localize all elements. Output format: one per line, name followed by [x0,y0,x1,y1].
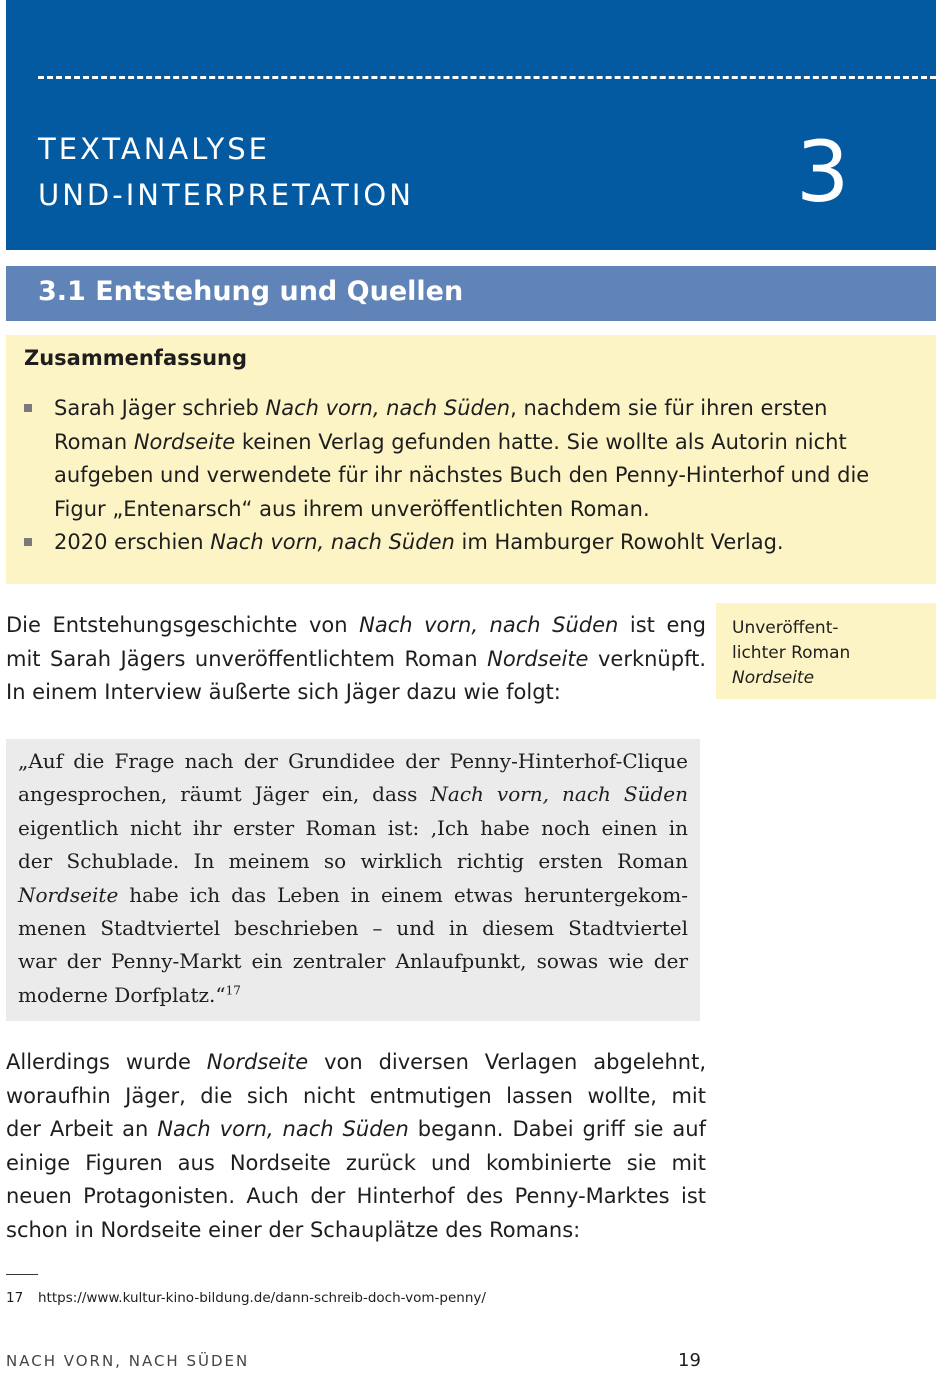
quote-line: „Auf die Frage nach der Grundidee der Penny-Hinterhof-Clique [18,749,688,773]
footnote-url[interactable]: https://www.kultur-kino-bildung.de/dann-schreib-doch-vom-penny/ [38,1290,486,1306]
margin-note-line: Nordseite [732,668,815,688]
body-paragraph [6,609,706,710]
paragraph-line: mit Sarah Jägers unveröffentlichtem Roman Nordseite verknüpft. [6,646,707,671]
chapter-title-line2: UND-INTERPRETATION [38,178,414,212]
summary-bullet [24,526,904,560]
margin-note [716,603,936,699]
footnote-number: 17 [6,1290,24,1306]
bullet-line: aufgeben und verwendete für ihr nächstes Buch den Penny-Hinterhof und die [54,463,870,487]
page-number: 19 [678,1350,701,1371]
paragraph-line: In einem Interview äußerte sich Jäger dazu wie folgt: [6,680,561,704]
bullet-line: 2020 erschien Nach vorn, nach Süden im Hamburger Rowohlt Verlag. [54,530,784,554]
paragraph-line: schon in Nordseite einer der Schauplätze des Romans: [6,1217,581,1242]
margin-note-line: lichter Roman [732,643,851,663]
summary-bullet [24,392,904,526]
bullet-line: Sarah Jäger schrieb Nach vorn, nach Süden, nachdem sie für ihren ersten [54,396,828,420]
summary-box [6,335,936,584]
bullet-square-icon [24,404,32,412]
footnote-reference: 17 [225,983,241,998]
quote-line: eigentlich nicht ihr erster Roman ist: ‚Ich habe noch einen in [18,816,688,840]
paragraph-line: der Arbeit an Nach vorn, nach Süden begann. Dabei griff sie auf [6,1117,707,1141]
section-title: 3.1 Entstehung und Quellen [38,276,464,307]
footnote-divider [6,1274,38,1275]
bullet-square-icon [24,538,32,546]
bullet-line: Figur „Entenarsch“ aus ihrem unveröffentlichten Roman. [54,496,650,521]
paragraph-line: Die Entstehungsgeschichte von Nach vorn, nach Süden ist eng [6,613,706,637]
paragraph-line: woraufhin Jäger, die sich nicht entmutigen lassen wollte, mit [6,1083,706,1108]
quote-line: der Schublade. In meinem so wirklich richtig ersten Roman [18,849,688,873]
chapter-title [38,126,414,218]
quote-line: Nordseite habe ich das Leben in einem etwas heruntergekom- [18,883,688,907]
footnote [6,1290,486,1306]
paragraph-line: einige Figuren aus Nordseite zurück und kombinierte sie mit [6,1150,706,1175]
quote-line: angesprochen, räumt Jäger ein, dass Nach vorn, nach Süden [18,782,688,806]
quote-line: moderne Dorfplatz.“$^{17}$ [18,983,241,1007]
quote-line: menen Stadtviertel beschrieben – und in diesem Stadtviertel [18,916,688,940]
section-header [6,266,936,321]
quote-box [6,739,700,1021]
summary-heading: Zusammenfassung [24,346,248,370]
chapter-title-line1: TEXTANALYSE [38,132,270,166]
dashed-divider [38,76,936,79]
chapter-banner [6,0,936,250]
chapter-number: 3 [796,123,850,221]
bullet-line: Roman Nordseite keinen Verlag gefunden hatte. Sie wollte als Autorin nicht [54,429,847,454]
paragraph-line: Allerdings wurde Nordseite von diversen Verlagen abgelehnt, [6,1050,706,1074]
footer-book-title: NACH VORN, NACH SÜDEN [6,1352,250,1370]
margin-note-line: Unveröffent- [732,618,839,638]
paragraph-line: neuen Protagonisten. Auch der Hinterhof des Penny-Marktes ist [6,1184,706,1208]
body-paragraph [6,1046,706,1247]
quote-line: war der Penny-Markt ein zentraler Anlaufpunkt, sowas wie der [18,949,688,973]
